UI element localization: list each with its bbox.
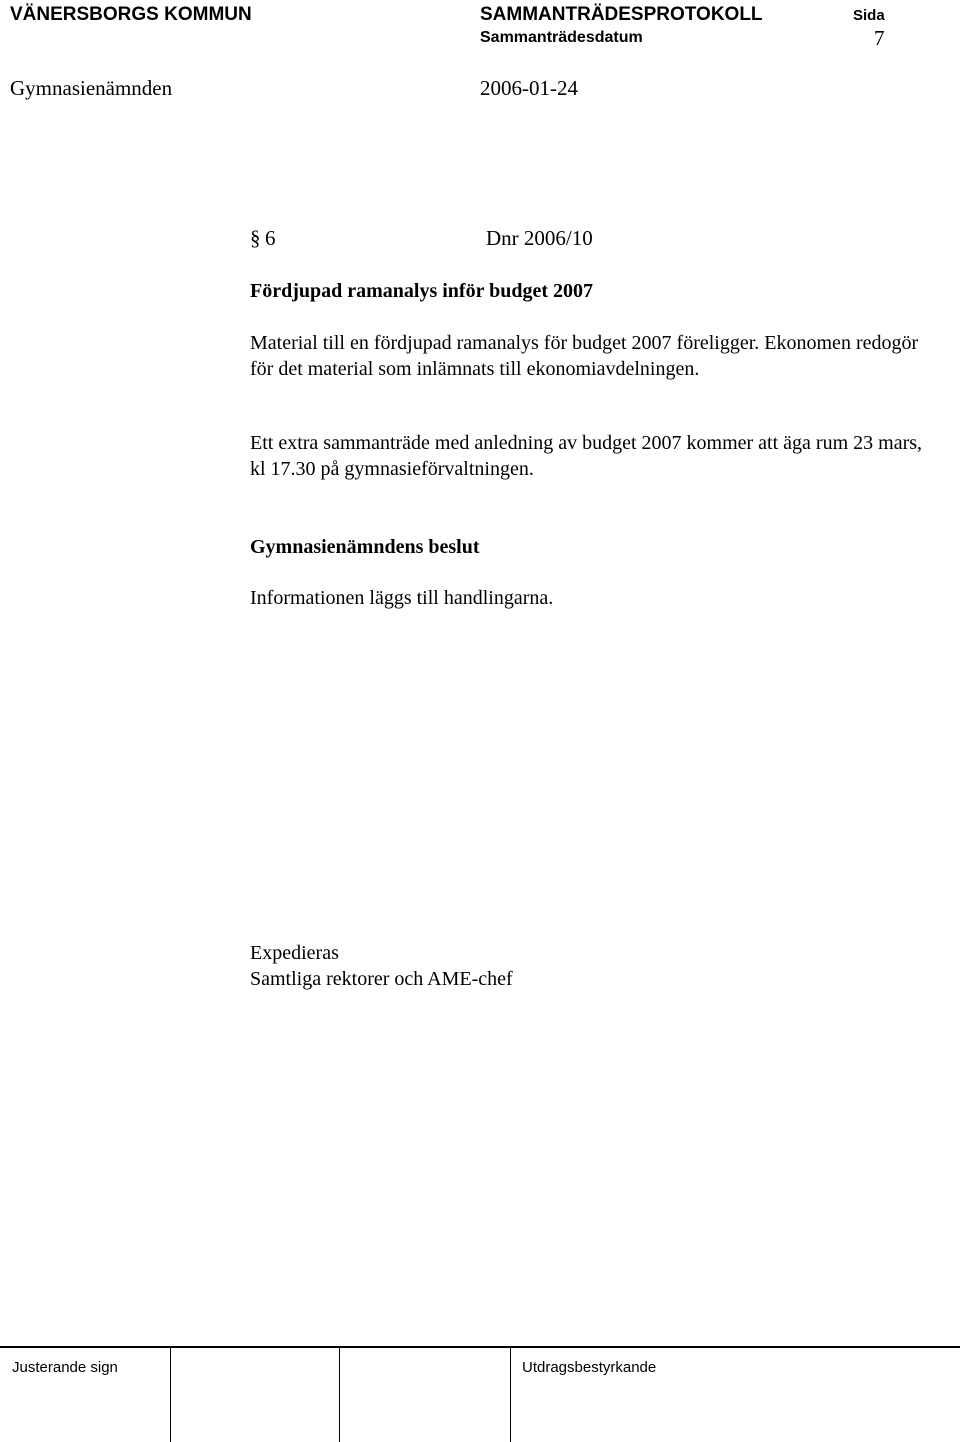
signature-table [0,1346,960,1442]
distribution-recipients: Samtliga rektorer och AME-chef [250,968,513,990]
table-divider [170,1348,171,1442]
meeting-date: 2006-01-24 [480,76,578,100]
page-label: Sida [853,7,885,24]
organization-name: VÄNERSBORGS KOMMUN [10,4,252,25]
extract-certification-label: Utdragsbestyrkande [522,1359,657,1376]
adjuster-signature-label: Justerande sign [12,1359,118,1376]
decision-text: Informationen läggs till handlingarna. [250,587,554,609]
table-divider [339,1348,340,1442]
paragraph: Ett extra sammanträde med anledning av budget 2007 kommer att äga rum 23 mars, kl 17.30 på gymnasieförvaltningen. [250,432,923,480]
table-divider [510,1348,511,1442]
page-number: 7 [874,26,885,50]
decision-heading: Gymnasienämndens beslut [250,536,480,558]
diary-number: Dnr 2006/10 [486,226,593,250]
paragraph: Material till en fördjupad ramanalys för budget 2007 föreligger. Ekonomen redogör för det material som inlämnats till ekonomiavdelningen. [250,332,919,380]
section-sign: § [250,226,261,250]
committee-name: Gymnasienämnden [10,76,173,100]
distribution-heading: Expedieras [250,942,339,964]
meeting-date-label: Sammanträdesdatum [480,29,643,46]
item-title: Fördjupad ramanalys inför budget 2007 [250,280,594,302]
section-number: 6 [265,226,276,250]
document-type: SAMMANTRÄDESPROTOKOLL [480,4,763,25]
